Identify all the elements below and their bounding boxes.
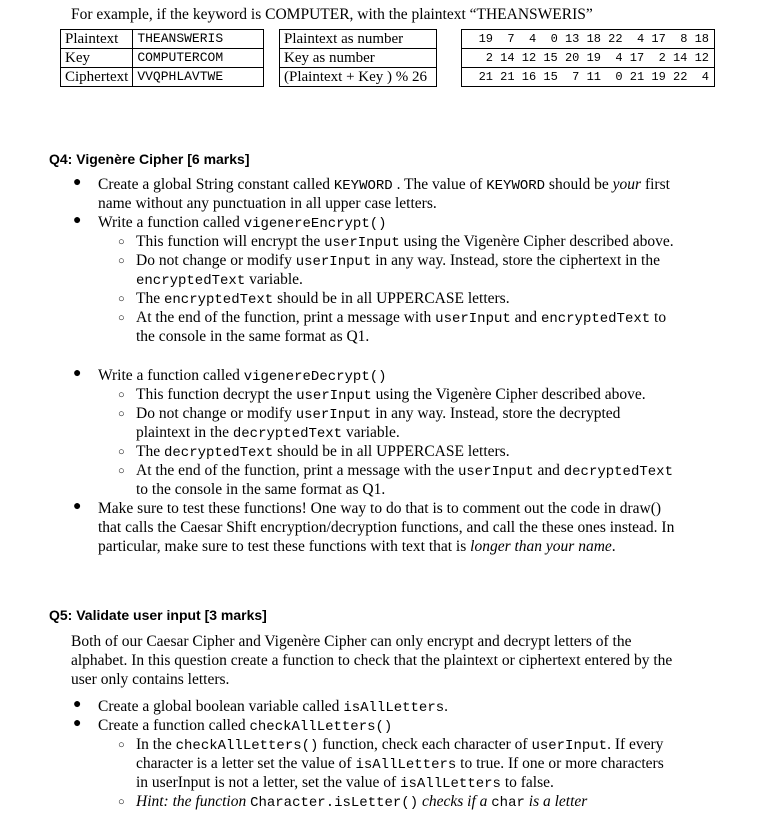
q4-bullet-1-line-2: name without any punctuation in all upper case letters. bbox=[98, 195, 437, 212]
table-row bbox=[280, 49, 437, 68]
table-row bbox=[462, 68, 715, 87]
sub-bullet-icon: ○ bbox=[118, 796, 125, 808]
bullet-icon: ● bbox=[73, 499, 82, 514]
sub-bullet-icon: ○ bbox=[118, 293, 125, 305]
table-row bbox=[61, 30, 264, 49]
letters-table bbox=[60, 29, 264, 87]
q4-bullet-1-line-1: Create a global String constant called KEYWORD . The value of KEYWORD should be your first bbox=[98, 176, 670, 194]
q4-bullet-3: Write a function called vigenereDecrypt() bbox=[98, 367, 387, 385]
table-row bbox=[462, 49, 715, 68]
q4-sub-2-line-1: Do not change or modify userInput in any way. Instead, store the ciphertext in the bbox=[136, 252, 660, 270]
table-row bbox=[61, 68, 264, 87]
sub-bullet-icon: ○ bbox=[118, 236, 125, 248]
q4-heading: Q4: Vigenère Cipher [6 marks] bbox=[49, 151, 250, 167]
numbers-table bbox=[461, 29, 715, 87]
q4-dec-sub-2-line-1: Do not change or modify userInput in any way. Instead, store the decrypted bbox=[136, 405, 621, 423]
table-row bbox=[280, 30, 437, 49]
sub-bullet-icon: ○ bbox=[118, 408, 125, 420]
q4-bullet-4-line-1: Make sure to test these functions! One way to do that is to comment out the code in draw() bbox=[98, 500, 662, 517]
row-label: Key as number bbox=[280, 49, 437, 68]
q5-bullet-2: Create a function called checkAllLetters() bbox=[98, 717, 393, 735]
q4-dec-sub-3: The decryptedText should be in all UPPERCASE letters. bbox=[136, 443, 510, 461]
row-label: Ciphertext bbox=[61, 68, 133, 87]
table-row bbox=[61, 49, 264, 68]
sub-bullet-icon: ○ bbox=[118, 255, 125, 267]
q4-sub-2-line-2: encryptedText variable. bbox=[136, 271, 303, 289]
example-tables bbox=[60, 29, 715, 89]
row-value: COMPUTERCOM bbox=[133, 49, 264, 68]
q4-bullet-4-line-2: that calls the Caesar Shift encryption/decryption functions, and call the these ones instead. In bbox=[98, 519, 675, 536]
row-numbers: 2 14 12 15 20 19 4 17 2 14 12 bbox=[462, 49, 715, 68]
q4-bullet-2: Write a function called vigenereEncrypt() bbox=[98, 214, 387, 232]
q5-sub-2-hint: Hint: the function Character.isLetter() checks if a char is a letter bbox=[136, 793, 588, 811]
row-value: VVQPHLAVTWE bbox=[133, 68, 264, 87]
q4-sub-3: The encryptedText should be in all UPPERCASE letters. bbox=[136, 290, 510, 308]
row-value: THEANSWERIS bbox=[133, 30, 264, 49]
table-row bbox=[280, 68, 437, 87]
table-row bbox=[462, 30, 715, 49]
q4-sub-1: This function will encrypt the userInput using the Vigenère Cipher described above. bbox=[136, 233, 674, 251]
q4-bullet-4-line-3: particular, make sure to test these functions with text that is longer than your name. bbox=[98, 538, 616, 555]
row-numbers: 19 7 4 0 13 18 22 4 17 8 18 bbox=[462, 30, 715, 49]
row-label: Plaintext bbox=[61, 30, 133, 49]
row-numbers: 21 21 16 15 7 11 0 21 19 22 4 bbox=[462, 68, 715, 87]
row-label: (Plaintext + Key ) % 26 bbox=[280, 68, 437, 87]
bullet-icon: ● bbox=[73, 366, 82, 381]
sub-bullet-icon: ○ bbox=[118, 465, 125, 477]
q4-sub-4-line-1: At the end of the function, print a message with userInput and encryptedText to bbox=[136, 309, 667, 327]
q5-sub-1-line-2: character is a letter set the value of isAllLetters to true. If one or more characters bbox=[136, 755, 664, 773]
bullet-icon: ● bbox=[73, 213, 82, 228]
bullet-icon: ● bbox=[73, 716, 82, 731]
q5-sub-1-line-1: In the checkAllLetters() function, check each character of userInput. If every bbox=[136, 736, 664, 754]
q5-bullet-1: Create a global boolean variable called isAllLetters. bbox=[98, 698, 449, 716]
q5-para-line-2: alphabet. In this question create a function to check that the plaintext or ciphertext entered by the bbox=[71, 652, 673, 669]
row-label: Plaintext as number bbox=[280, 30, 437, 49]
q4-dec-sub-2-line-2: plaintext in the decryptedText variable. bbox=[136, 424, 400, 442]
sub-bullet-icon: ○ bbox=[118, 446, 125, 458]
bullet-icon: ● bbox=[73, 175, 82, 190]
q4-dec-sub-1: This function decrypt the userInput using the Vigenère Cipher described above. bbox=[136, 386, 646, 404]
numbers-label-table bbox=[279, 29, 437, 87]
sub-bullet-icon: ○ bbox=[118, 389, 125, 401]
sub-bullet-icon: ○ bbox=[118, 312, 125, 324]
q4-sub-4-line-2: the console in the same format as Q1. bbox=[136, 328, 370, 345]
q4-dec-sub-4-line-1: At the end of the function, print a message with the userInput and decryptedText bbox=[136, 462, 673, 480]
example-intro: For example, if the keyword is COMPUTER, with the plaintext “THEANSWERIS” bbox=[71, 6, 593, 23]
q5-heading: Q5: Validate user input [3 marks] bbox=[49, 607, 267, 623]
q5-para-line-3: user only contains letters. bbox=[71, 671, 230, 688]
bullet-icon: ● bbox=[73, 697, 82, 712]
sub-bullet-icon: ○ bbox=[118, 739, 125, 751]
q5-para-line-1: Both of our Caesar Cipher and Vigenère Cipher can only encrypt and decrypt letters of the bbox=[71, 633, 632, 650]
row-label: Key bbox=[61, 49, 133, 68]
q4-dec-sub-4-line-2: to the console in the same format as Q1. bbox=[136, 481, 386, 498]
q5-sub-1-line-3: in userInput is not a letter, set the value of isAllLetters to false. bbox=[136, 774, 554, 792]
